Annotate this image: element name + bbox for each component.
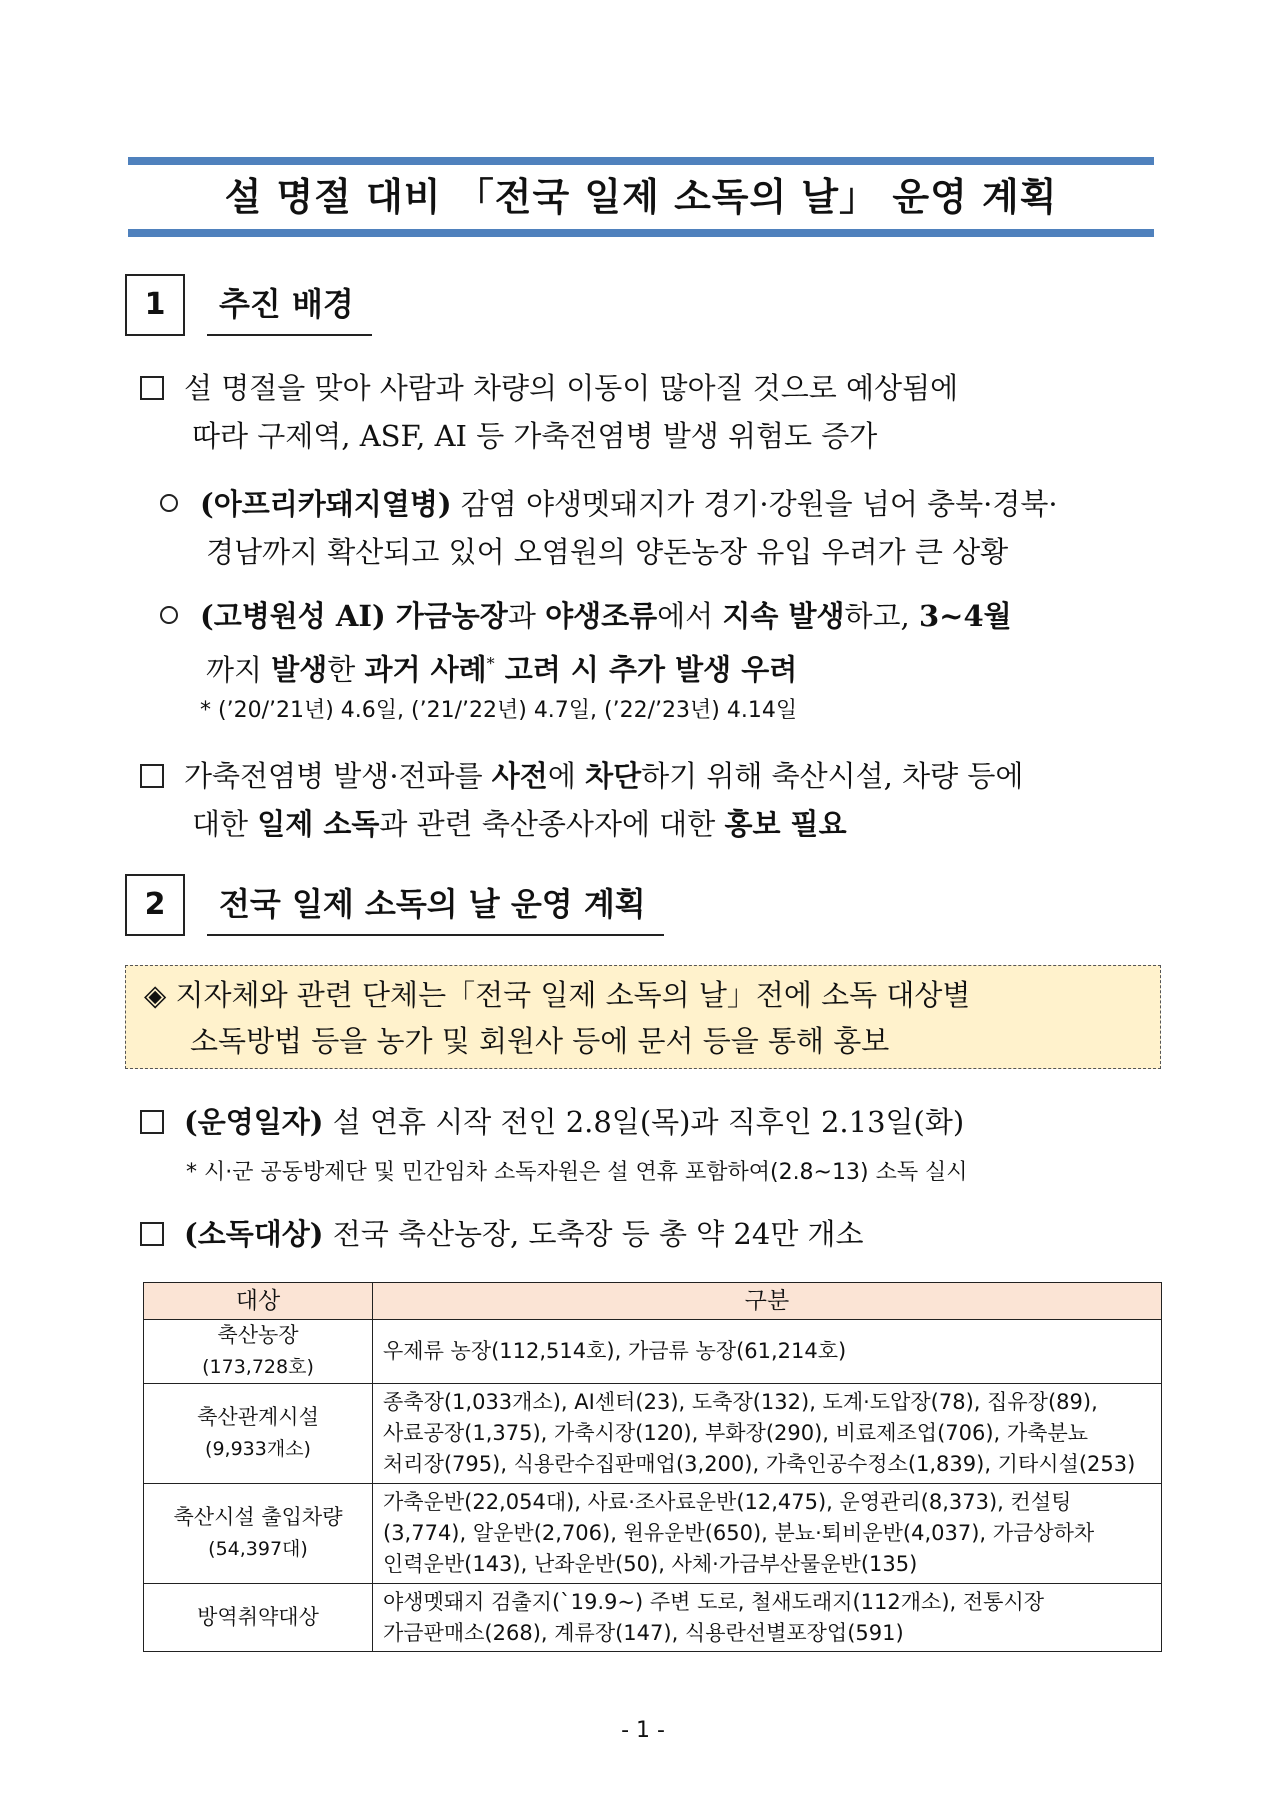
table-cell-detail: 야생멧돼지 검출지(`19.9~) 주변 도로, 철새도래지(112개소), 전통시장 가금판매소(268), 계류장(147), 식용란선별포장업(591) [373,1584,1162,1652]
table-cell-target: 축산농장 (173,728호) [144,1320,373,1384]
table-cell-target: 축산관계시설 (9,933개소) [144,1384,373,1484]
circle-bullet-icon [160,606,178,624]
table-cell-target: 방역취약대상 [144,1584,373,1652]
table-row [144,1320,1162,1384]
circle-bullet-icon [160,494,178,512]
table-header-row [144,1283,1162,1320]
paragraph-disinfection-need: 가축전염병 발생·전파를 사전에 차단하기 위해 축산시설, 차량 등에 대한 일제 소독과 관련 축산종사자에 대한 홍보 필요 [140,752,1023,848]
table-cell-detail: 종축장(1,033개소), AI센터(23), 도축장(132), 도계·도압장(78), 집유장(89), 사료공장(1,375), 가축시장(120), 부화장(290), 비료제조업(706), 가축분뇨 처리장(795), 식용란수집판매업(3,200), 가축인공수정소(1,839), 기타시설(253) [373,1384,1162,1484]
table-header-category: 구분 [373,1283,1162,1320]
page-title: 설 명절 대비 「전국 일제 소독의 날」 운영 계획 [224,175,1058,219]
note-operation: * 시·군 공동방제단 및 민간임차 소독자원은 설 연휴 포함하여(2.8~13) 소독 실시 [186,1160,968,1185]
paragraph-ai: (고병원성 AI) 가금농장과 야생조류에서 지속 발생하고, 3~4월 까지 발생한 과거 사례* 고려 시 추가 발생 우려 [160,592,1012,694]
section-number: 2 [125,874,185,936]
table-row [144,1484,1162,1584]
paragraph-asf: (아프리카돼지열병) 감염 야생멧돼지가 경기·강원을 넘어 충북·경북· 경남까지 확산되고 있어 오염원의 양돈농장 유입 우려가 큰 상황 [160,480,1058,576]
page-number: - 1 - [621,1718,665,1743]
title-banner [128,157,1154,237]
section-title: 추진 배경 [207,274,372,336]
section-title: 전국 일제 소독의 날 운영 계획 [207,874,664,936]
table-row [144,1384,1162,1484]
table-cell-detail: 우제류 농장(112,514호), 가금류 농장(61,214호) [373,1320,1162,1384]
section-number: 1 [125,274,185,336]
table-cell-target: 축산시설 출입차량 (54,397대) [144,1484,373,1584]
paragraph-disinfection-target: (소독대상) 전국 축산농장, 도축장 등 총 약 24만 개소 [140,1210,864,1258]
paragraph-background-1: 설 명절을 맞아 사람과 차량의 이동이 많아질 것으로 예상됨에 따라 구제역, ASF, AI 등 가축전염병 발생 위험도 증가 [140,364,958,460]
title-top-rule [128,157,1154,165]
note-ai-history: * (’20/’21년) 4.6일, (’21/’22년) 4.7일, (’22/’23년) 4.14일 [200,698,798,723]
highlight-text: ◈ 지자체와 관련 단체는「전국 일제 소독의 날」전에 소독 대상별 소독방법 등을 농가 및 회원사 등에 문서 등을 통해 홍보 [144,978,971,1058]
title-bottom-rule [128,229,1154,237]
table-cell-detail: 가축운반(22,054대), 사료·조사료운반(12,475), 운영관리(8,373), 컨설팅 (3,774), 알운반(2,706), 원유운반(650), 분뇨·퇴비운반(4,037), 가금상하차 인력운반(143), 난좌운반(50), 사체·가금부산물운반(135) [373,1484,1162,1584]
square-bullet-icon [140,376,164,400]
square-bullet-icon [140,1110,164,1134]
table-header-target: 대상 [144,1283,373,1320]
paragraph-operation-date: (운영일자) 설 연휴 시작 전인 2.8일(목)과 직후인 2.13일(화) [140,1098,964,1146]
table-row [144,1584,1162,1652]
highlight-box [125,965,1161,1069]
square-bullet-icon [140,1222,164,1246]
disinfection-target-table [143,1282,1162,1652]
square-bullet-icon [140,764,164,788]
